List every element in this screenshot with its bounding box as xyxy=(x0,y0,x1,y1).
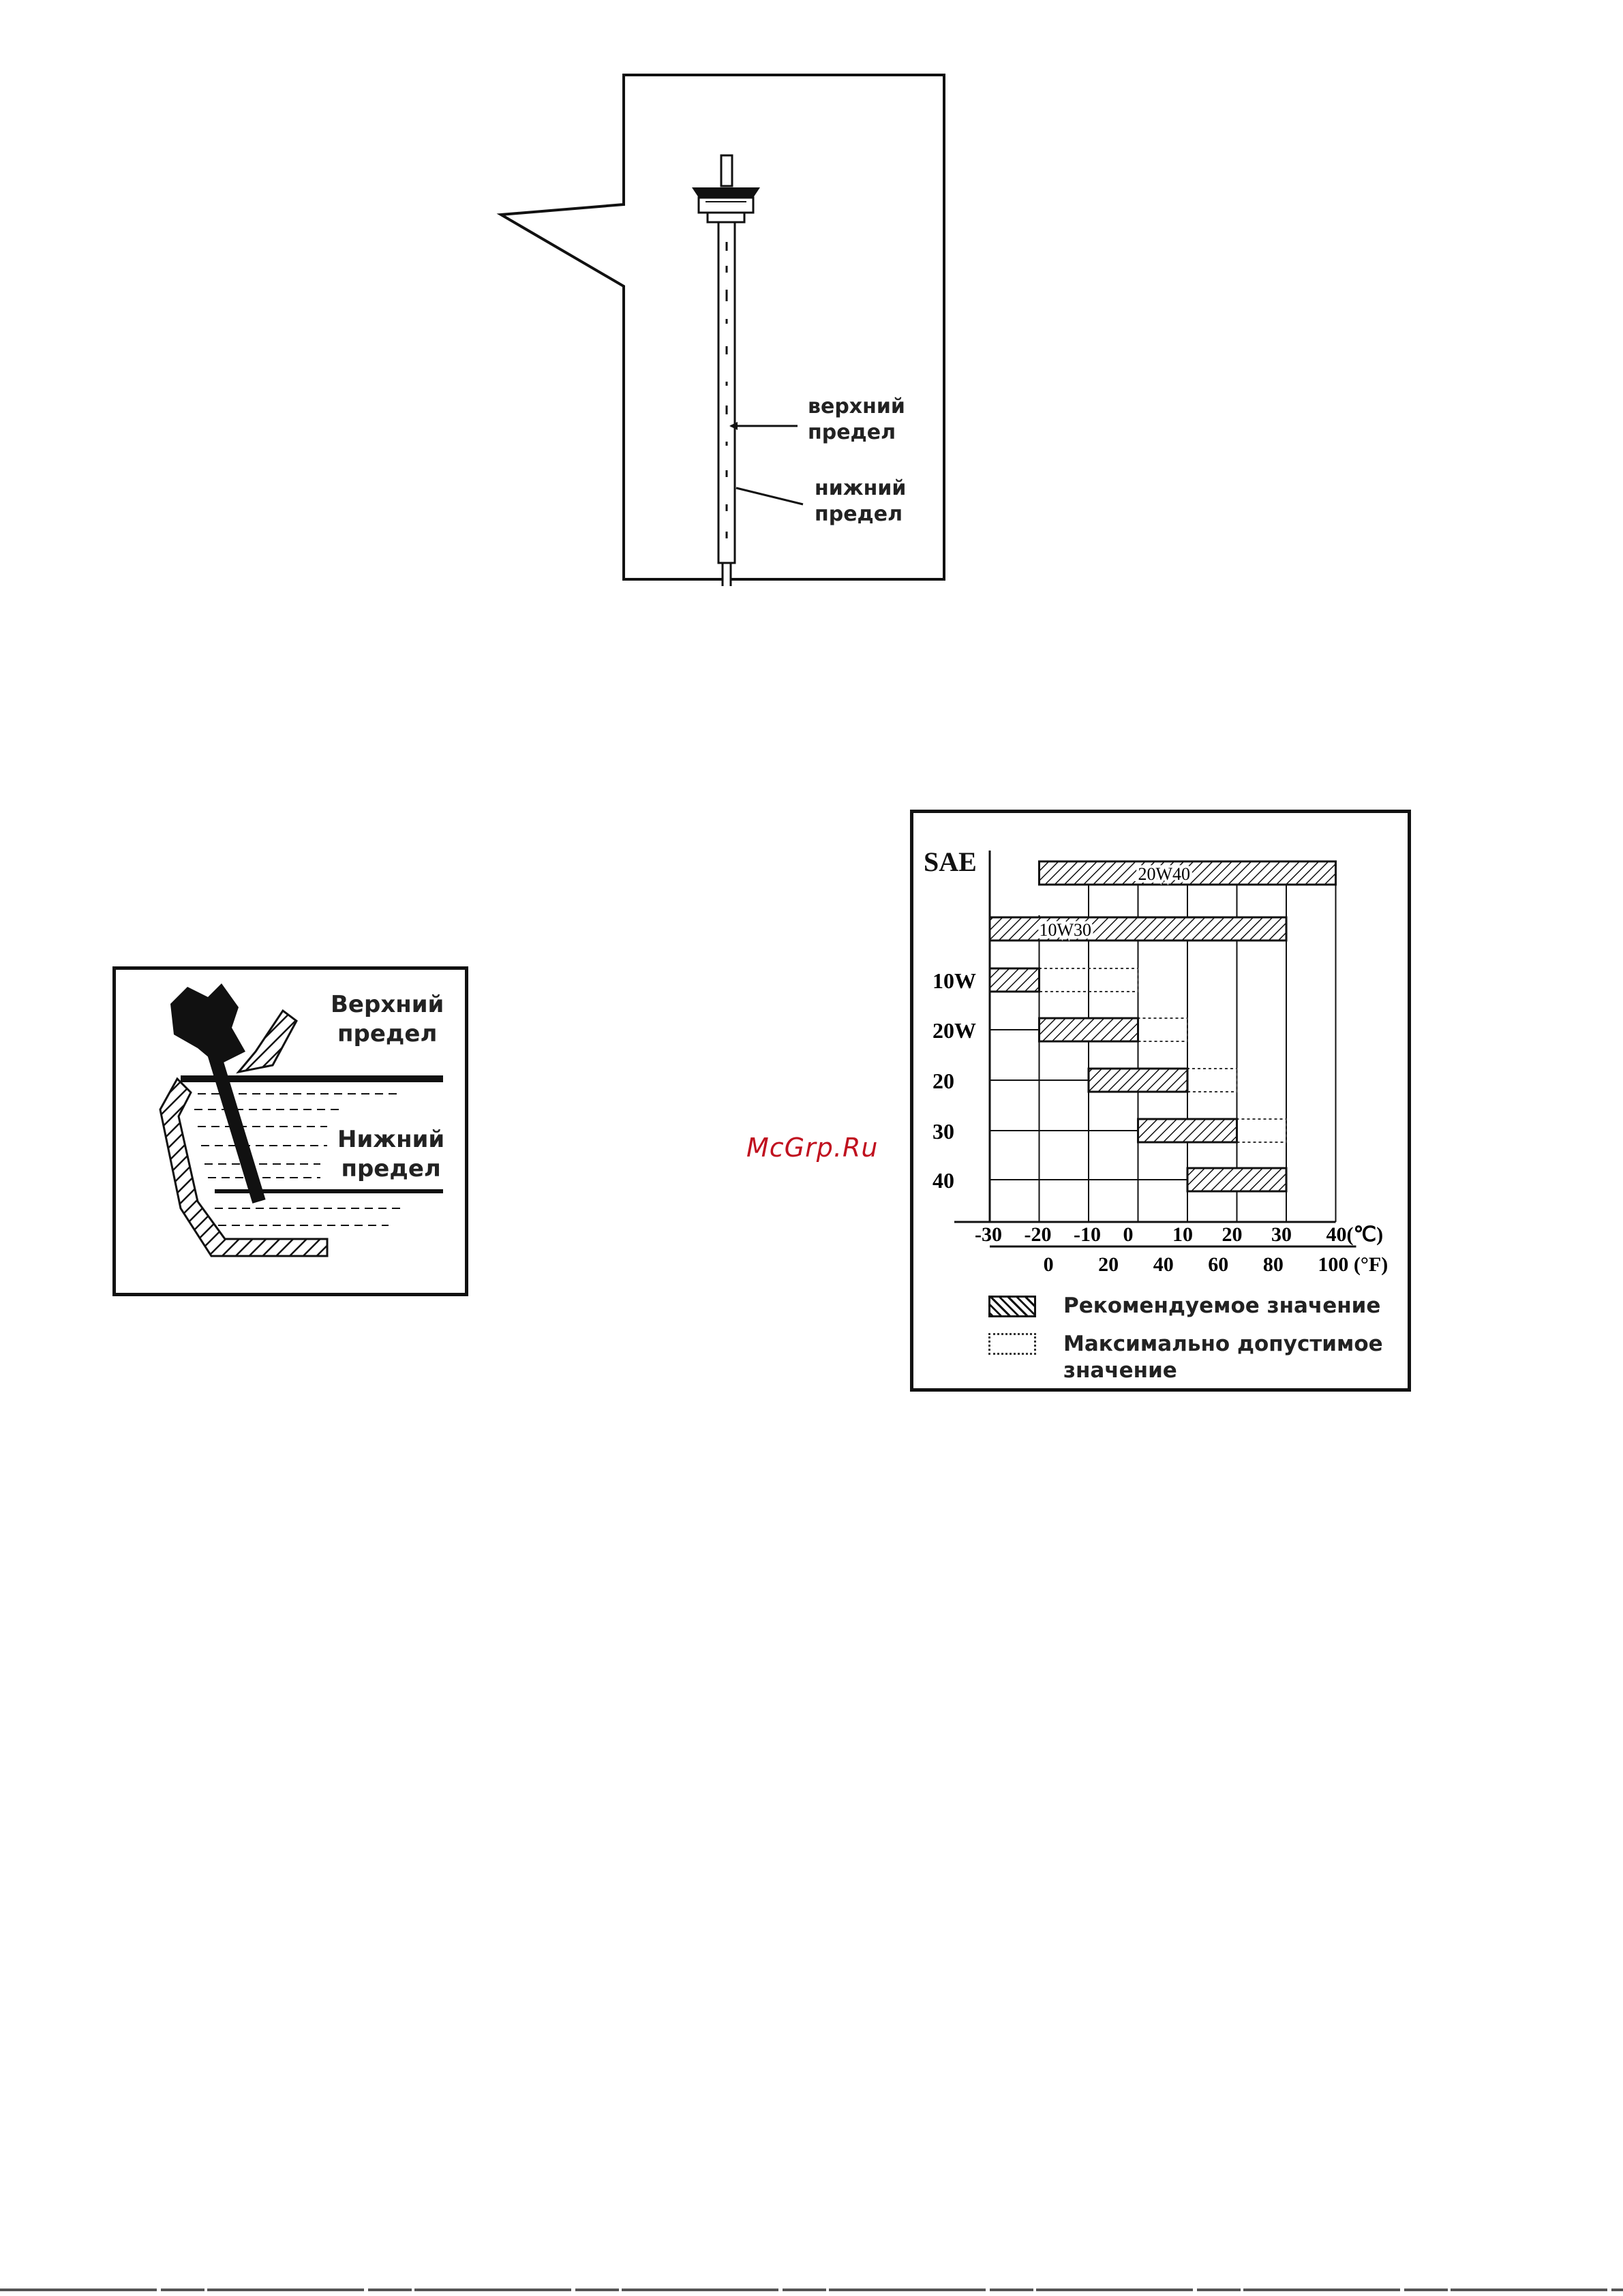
fahrenheit-tick-label: 60 xyxy=(1208,1253,1229,1276)
celsius-tick-label: 10 xyxy=(1172,1223,1193,1246)
celsius-tick-label: -30 xyxy=(975,1223,1002,1246)
grade-label-40: 40 xyxy=(932,1168,954,1193)
fahrenheit-tick-label: 100 (°F) xyxy=(1318,1253,1389,1276)
grade-label-10w: 10W xyxy=(932,968,976,993)
bar-label-10w30: 10W30 xyxy=(1039,920,1092,940)
fahrenheit-tick-label: 20 xyxy=(1098,1253,1119,1276)
celsius-tick-label: 20 xyxy=(1222,1223,1243,1246)
recommended-bar-40 xyxy=(1187,1168,1286,1191)
legend-allowable-swatch xyxy=(988,1333,1036,1355)
celsius-tick-label: 0 xyxy=(1123,1223,1134,1246)
watermark: McGrp.Ru xyxy=(746,1133,879,1163)
fahrenheit-tick-label: 80 xyxy=(1262,1253,1284,1276)
oil-upper-limit-label: Верхний предел xyxy=(331,991,444,1047)
dipstick-upper-limit-label: верхний предел xyxy=(808,395,905,444)
recommended-bar-10w30 xyxy=(990,917,1286,940)
oil-lower-limit-label: Нижний предел xyxy=(337,1126,445,1182)
fahrenheit-tick-label: 0 xyxy=(1043,1253,1054,1276)
grade-label-30: 30 xyxy=(932,1119,954,1144)
celsius-tick-label: 40(℃) xyxy=(1326,1223,1384,1246)
grade-label-20w: 20W xyxy=(932,1018,976,1043)
celsius-tick-label: -20 xyxy=(1024,1223,1052,1246)
bar-label-20w40: 20W40 xyxy=(1138,864,1191,884)
dipstick-lower-limit-label: нижний предел xyxy=(815,476,907,526)
recommended-bar-20 xyxy=(1089,1069,1187,1092)
footer-rule xyxy=(0,2289,1623,2291)
celsius-tick-label: -10 xyxy=(1074,1223,1101,1246)
fahrenheit-tick-label: 40 xyxy=(1153,1253,1174,1276)
legend-allowable-label: Максимально допустимое значение xyxy=(1063,1332,1383,1383)
legend-recommended-swatch xyxy=(988,1296,1036,1317)
recommended-bar-20w xyxy=(1040,1018,1138,1041)
y-axis-label: SAE xyxy=(924,846,977,877)
sae-chart-figure xyxy=(910,810,1411,1392)
oil-level-figure xyxy=(112,966,468,1296)
recommended-bar-30 xyxy=(1138,1119,1237,1142)
dipstick-figure xyxy=(491,68,961,586)
grade-label-20: 20 xyxy=(932,1069,954,1093)
legend-recommended-label: Рекомендуемое значение xyxy=(1063,1294,1381,1318)
celsius-tick-label: 30 xyxy=(1271,1223,1292,1246)
recommended-bar-10w xyxy=(990,968,1040,992)
